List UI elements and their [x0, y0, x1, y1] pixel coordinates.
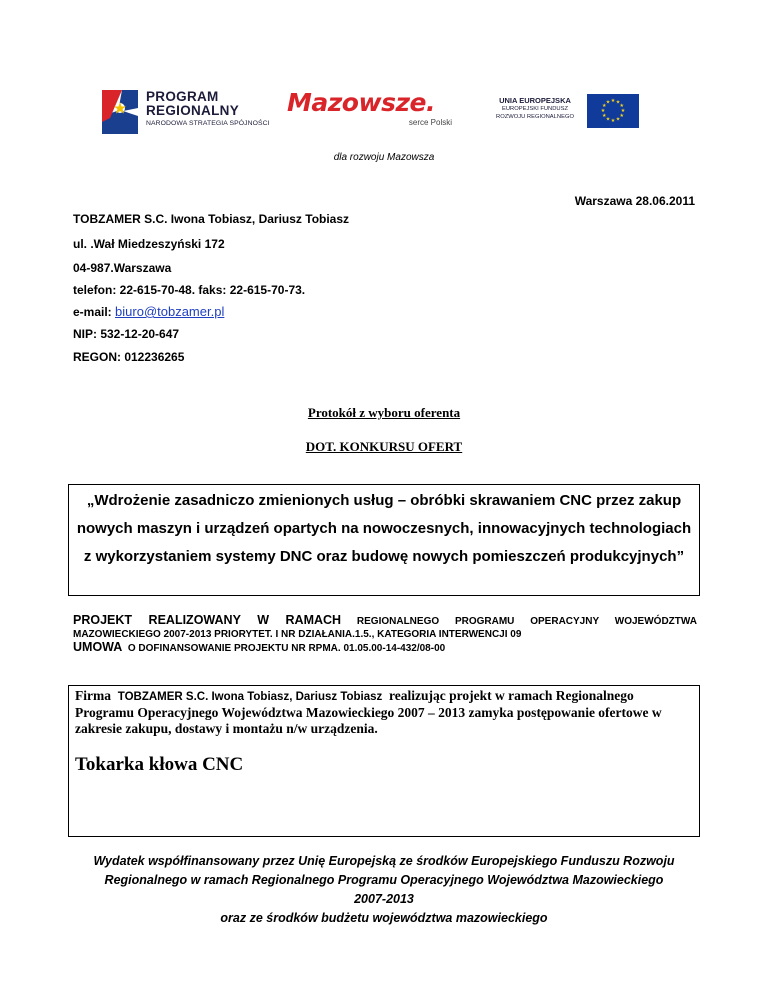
program-regionalny-logo	[100, 88, 275, 136]
company-nip: NIP: 532-12-20-647	[73, 327, 180, 341]
project-title-box	[68, 484, 700, 596]
project-info	[73, 614, 697, 656]
protocol-title-text: Protokół z wyboru oferenta	[307, 405, 461, 420]
notice-text	[75, 688, 693, 737]
project-info-line2: MAZOWIECKIEGO 2007-2013 PRIORYTET. I NR DZIAŁANIA.1.5., KATEGORIA INTERWENCJI 09	[73, 628, 522, 640]
svg-text:★: ★	[605, 116, 611, 123]
email-link[interactable]: biuro@tobzamer.pl	[115, 304, 225, 319]
svg-text:★: ★	[615, 116, 621, 123]
eu-logo-line1: UNIA EUROPEJSKA	[499, 96, 571, 105]
eu-flag-icon	[587, 94, 639, 128]
footer-line3: 2007-2013	[354, 892, 414, 906]
footer-line2: Regionalnego w ramach Regionalnego Programu Operacyjnego Województwa Mazowieckiego	[104, 873, 664, 887]
project-title: „Wdrożenie zasadniczo zmienionych usług – obróbki skrawaniem CNC przez zakup nowych maszyn i urządzeń opartych na nowoczesnych, innowacyjnych technologiach z wykorzystaniem systemy DNC oraz budowę nowych pomieszczeń produkcyjnych”	[76, 492, 692, 565]
program-regionalny-emblem-icon	[100, 88, 140, 136]
company-phone: telefon: 22-615-70-48. faks: 22-615-70-73.	[73, 283, 306, 297]
company-postal: 04-987.Warszawa	[73, 261, 172, 275]
email-label: e-mail:	[73, 305, 112, 319]
notice-box	[68, 685, 700, 837]
mazowsze-logo-word: Mazowsze.	[287, 88, 435, 117]
company-regon: REGON: 012236265	[73, 350, 185, 364]
svg-text:★: ★	[610, 98, 616, 104]
footer-line1: Wydatek współfinansowany przez Unię Europejską ze środków Europejskiego Funduszu Rozwoju	[93, 854, 675, 868]
svg-text:★: ★	[615, 99, 621, 106]
concerning-title	[0, 439, 768, 455]
company-street: ul. .Wał Miedzeszyński 172	[73, 237, 225, 251]
program-logo-line3: NARODOWA STRATEGIA SPÓJNOŚCI	[146, 120, 270, 127]
project-info-line3	[73, 641, 697, 656]
notice-body: realizując projekt w ramach Regionalnego Programu Operacyjnego Województwa Mazowieckiego 2007 – 2013 zamyka postępowanie ofertowe w zakresie zakupu, dostawy i montażu n/w urządzenia.	[75, 688, 662, 736]
project-info-line1	[73, 614, 697, 629]
project-info-line1-big: PROJEKT REALIZOWANY W RAMACH	[73, 613, 342, 627]
footer	[0, 852, 768, 928]
svg-text:★: ★	[620, 108, 626, 114]
project-info-line1-small: REGIONALNEGO PROGRAMU OPERACYJNY WOJEWÓDZTWA	[356, 616, 697, 627]
program-logo-line1: PROGRAM	[146, 89, 219, 104]
concerning-title-text: DOT. KONKURSU OFERT	[305, 439, 463, 454]
svg-text:★: ★	[619, 103, 624, 109]
notice-company: TOBZAMER S.C. Iwona Tobiasz, Dariusz Tobiasz	[117, 691, 383, 703]
notice-firma: Firma	[75, 688, 111, 703]
svg-text:★: ★	[600, 108, 606, 114]
eu-logo	[485, 94, 630, 128]
project-info-line3-big: UMOWA	[73, 640, 123, 654]
eu-logo-line3: ROZWOJU REGIONALNEGO	[496, 114, 574, 120]
tagline: dla rozwoju Mazowsza	[333, 152, 435, 163]
svg-text:★: ★	[605, 99, 611, 106]
svg-text:★: ★	[610, 118, 616, 124]
document-date: Warszawa 28.06.2011	[574, 194, 695, 208]
eu-logo-line2: EUROPEJSKI FUNDUSZ	[501, 106, 569, 112]
svg-text:★: ★	[602, 113, 607, 119]
notice-item: Tokarka kłowa CNC	[75, 754, 244, 775]
mazowsze-logo-sub: serce Polski	[408, 118, 452, 127]
svg-text:★: ★	[602, 103, 607, 109]
project-info-line3-small: O DOFINANSOWANIE PROJEKTU NR RPMA. 01.05.00-14-432/08-00	[127, 643, 446, 654]
svg-text:★: ★	[619, 113, 624, 119]
company-email-row	[73, 304, 224, 319]
footer-line4: oraz ze środków budżetu województwa mazowieckiego	[220, 911, 548, 925]
mazowsze-logo	[287, 88, 462, 132]
program-logo-line2: REGIONALNY	[146, 103, 240, 118]
protocol-title	[0, 405, 768, 421]
company-name: TOBZAMER S.C. Iwona Tobiasz, Dariusz Tobiasz	[73, 212, 350, 226]
